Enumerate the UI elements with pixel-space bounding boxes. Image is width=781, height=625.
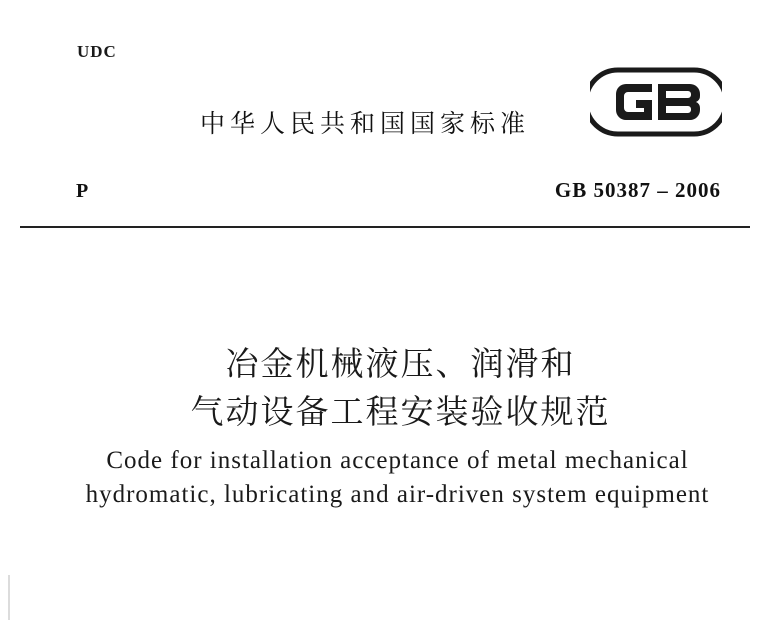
title-english-line-1: Code for installation acceptance of metal mechanical <box>106 447 689 474</box>
title-chinese-line-1: 冶金机械液压、润滑和 <box>225 344 576 383</box>
udc-label: UDC <box>77 42 117 61</box>
title-chinese-line-2: 气动设备工程安装验收规范 <box>190 392 611 431</box>
gb-logo <box>590 66 722 138</box>
header-divider <box>20 226 750 228</box>
title-english-line-2: hydromatic, lubricating and air-driven system equipment <box>85 481 710 508</box>
standard-number: GB 50387 – 2006 <box>554 178 721 202</box>
national-standard-heading: 中华人民共和国国家标准 <box>200 109 531 138</box>
scan-edge-mark <box>8 575 10 620</box>
category-code: P <box>76 180 89 202</box>
gb-logo-graphic <box>590 66 722 138</box>
